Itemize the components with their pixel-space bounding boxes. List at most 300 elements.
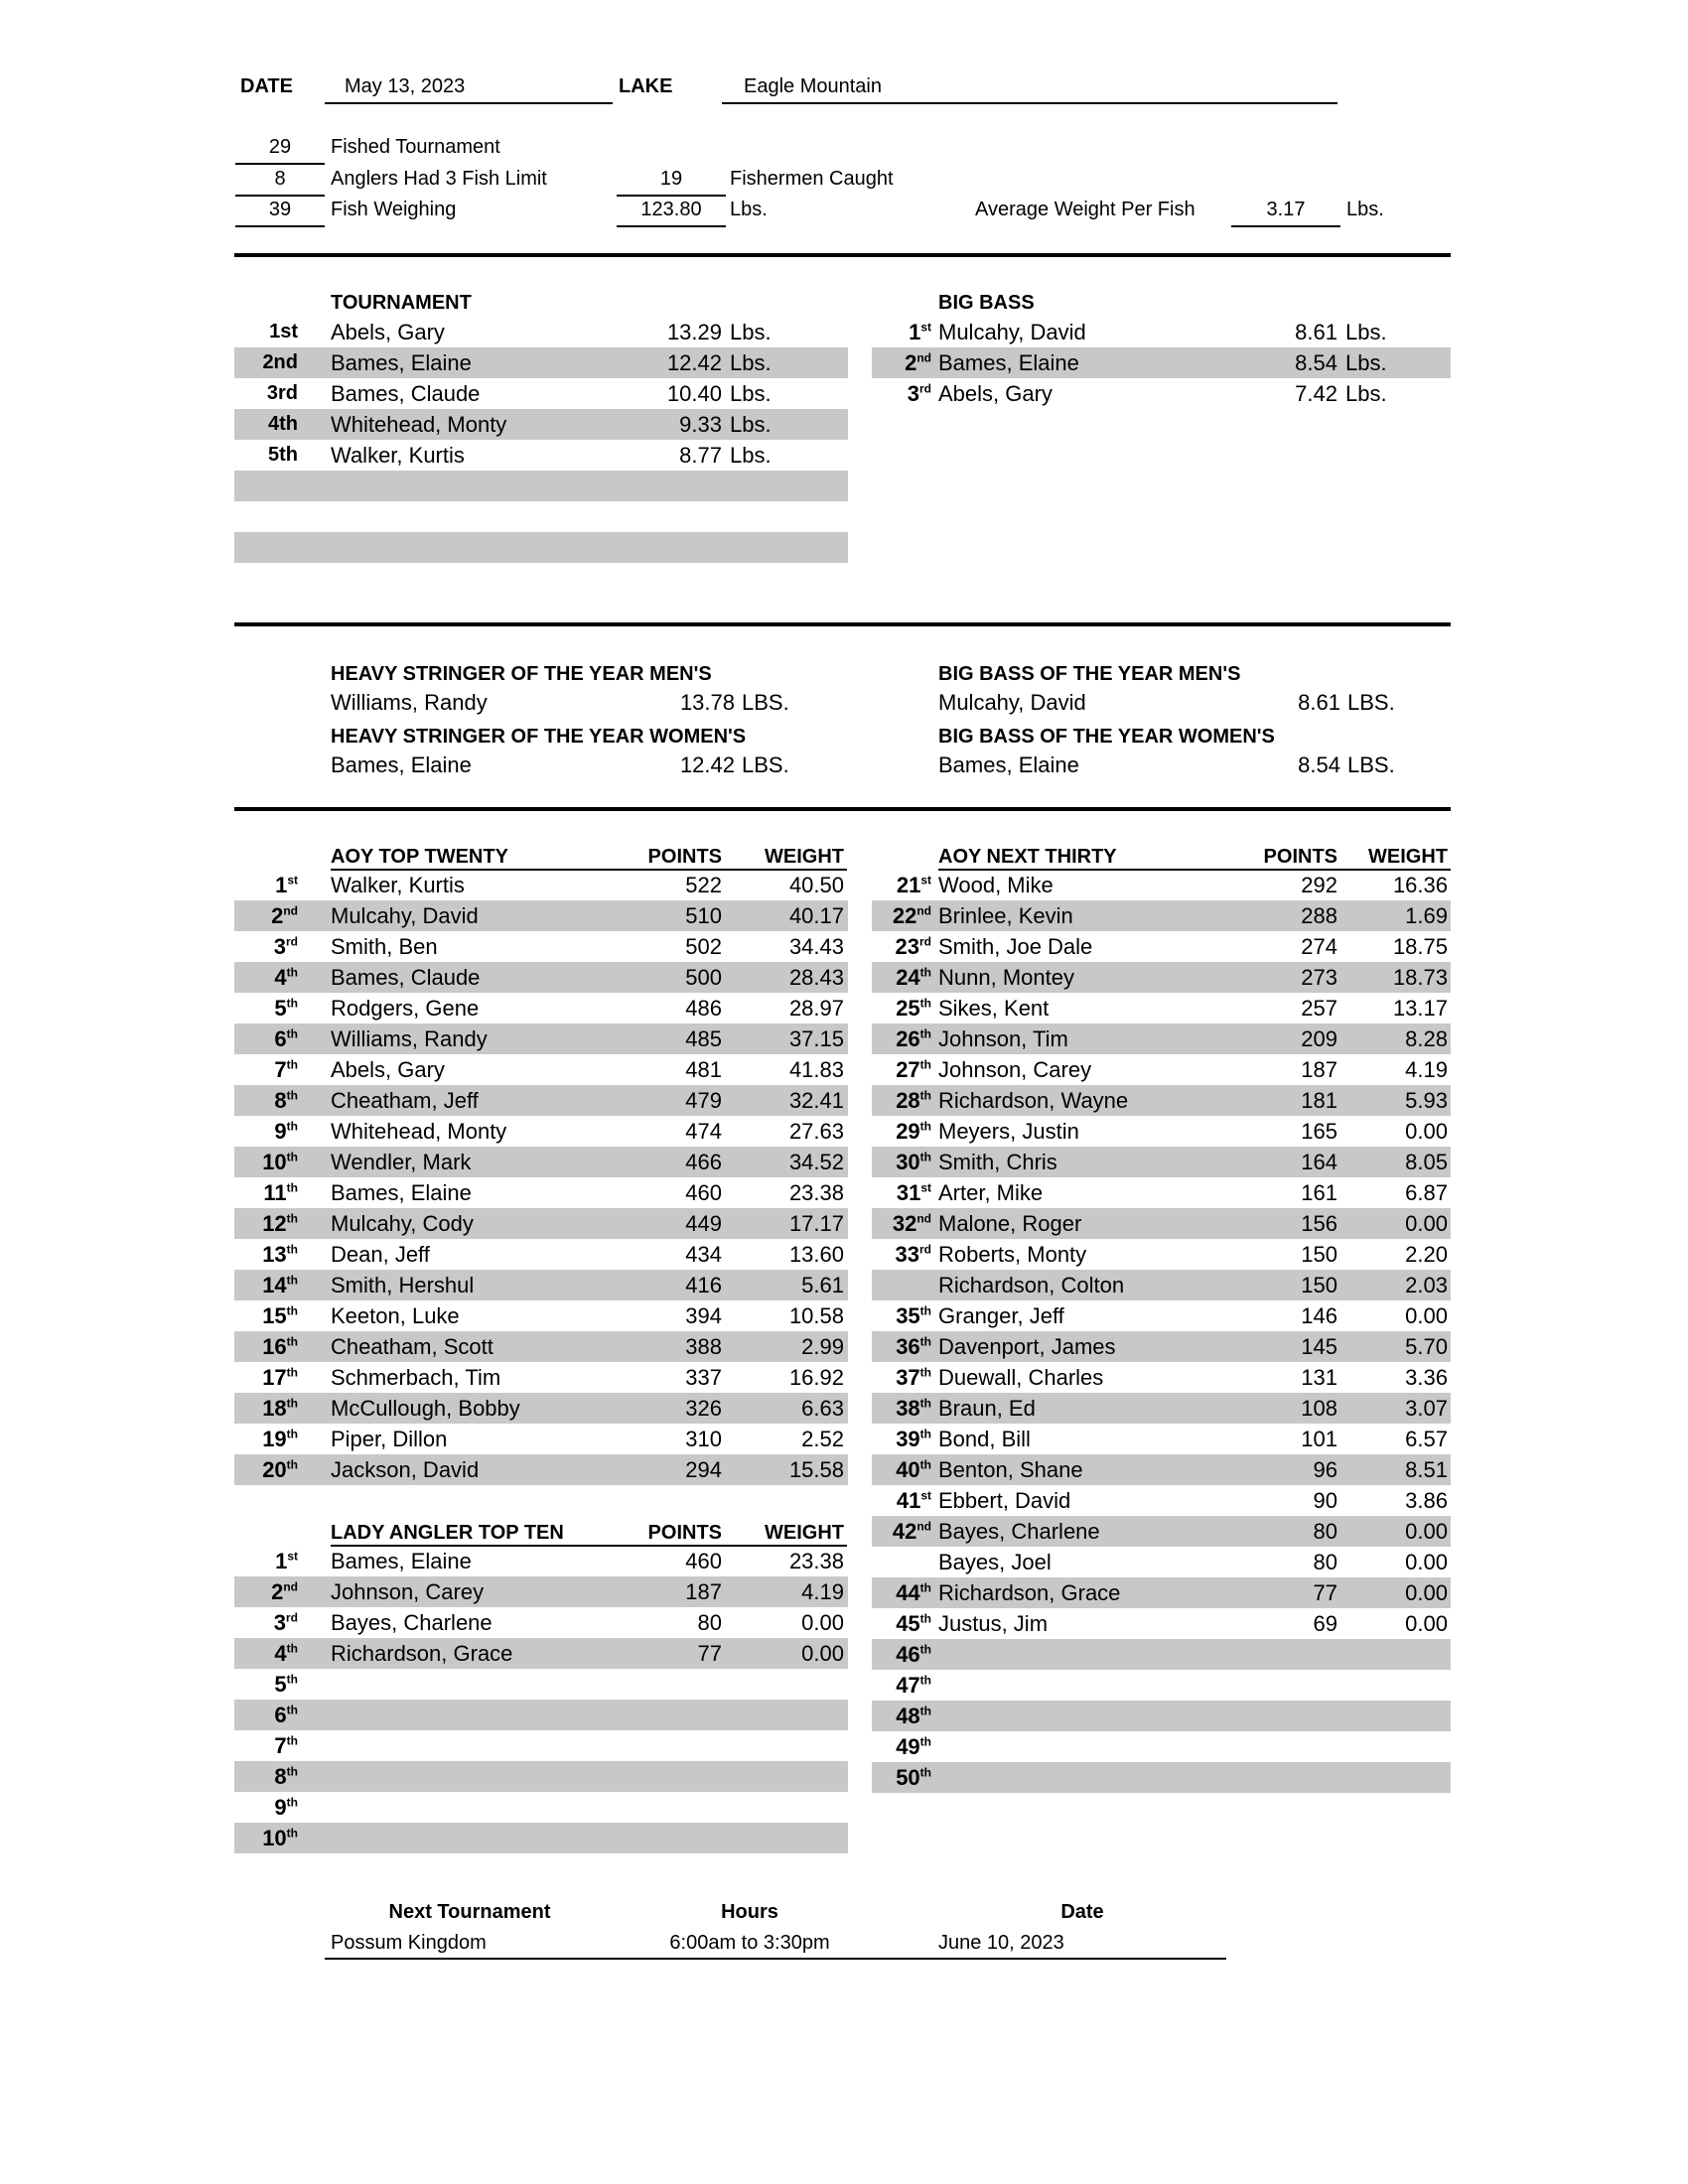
rank-number: 2 xyxy=(905,350,917,375)
total-unit: Lbs. xyxy=(730,199,768,220)
rank-suffix: nd xyxy=(283,903,298,918)
aoy-next-row xyxy=(0,1024,1688,1054)
angler-name: Bames, Elaine xyxy=(331,350,472,375)
rank-suffix: th xyxy=(286,1703,298,1717)
limit-label: Anglers Had 3 Fish Limit xyxy=(331,168,547,190)
rank-suffix: rd xyxy=(919,381,931,396)
weight-cell: 13.60 xyxy=(788,1242,844,1267)
weight-cell: 5.93 xyxy=(1405,1088,1448,1113)
rank-cell xyxy=(872,1300,931,1331)
points-cell: 474 xyxy=(685,1119,722,1144)
weight-cell: 18.73 xyxy=(1392,965,1448,990)
points-cell: 481 xyxy=(685,1057,722,1082)
aoy-next-row xyxy=(0,1177,1688,1208)
rank-number: 33 xyxy=(895,1242,919,1267)
bb-women-name: Bames, Elaine xyxy=(938,752,1079,777)
rank-cell xyxy=(872,317,931,347)
rank-number: 3 xyxy=(273,1610,286,1635)
rank-number: 25 xyxy=(896,996,920,1021)
weight-cell: 8.61 xyxy=(1295,320,1337,344)
rank-number: 11 xyxy=(263,1180,287,1205)
rank-number: 4 xyxy=(274,965,287,990)
rank-suffix: nd xyxy=(916,1519,931,1534)
lady-row xyxy=(0,1700,1688,1730)
rank-suffix: th xyxy=(286,1273,298,1288)
angler-name: Bayes, Charlene xyxy=(331,1610,492,1635)
rank-cell xyxy=(872,1208,931,1239)
rank-cell xyxy=(872,1331,931,1362)
aoy-top-points-header: POINTS xyxy=(647,846,722,868)
rank-suffix: th xyxy=(919,1365,931,1380)
rank-suffix: th xyxy=(919,1150,931,1164)
rank-cell xyxy=(872,1024,931,1054)
weight-cell: 6.57 xyxy=(1405,1427,1448,1451)
aoy-next-row xyxy=(0,1393,1688,1424)
weight-cell: 0.00 xyxy=(1405,1580,1448,1605)
angler-name: Johnson, Carey xyxy=(331,1579,485,1604)
rank-suffix: th xyxy=(286,1026,298,1041)
aoy-next-row xyxy=(0,900,1688,931)
rank-number: 5 xyxy=(274,1672,287,1697)
limit-count: 8 xyxy=(235,164,325,197)
rank-suffix: th xyxy=(919,1765,931,1780)
weight-cell: 6.87 xyxy=(1405,1180,1448,1205)
rank-number: 12 xyxy=(262,1211,287,1236)
rank-suffix: th xyxy=(919,1396,931,1411)
lady-row xyxy=(0,1761,1688,1792)
lady-points-header: POINTS xyxy=(647,1522,722,1544)
lake-value: Eagle Mountain xyxy=(722,71,1337,104)
big-bass-row xyxy=(0,378,1688,409)
unit-cell: Lbs. xyxy=(730,412,772,437)
caught-label: Fishermen Caught xyxy=(730,168,894,190)
rank-suffix: th xyxy=(286,1057,298,1072)
weight-cell: 2.52 xyxy=(801,1427,844,1451)
weight-cell: 5.61 xyxy=(801,1273,844,1297)
weight-cell: 0.00 xyxy=(801,1610,844,1635)
points-cell: 274 xyxy=(1301,934,1337,959)
rank-number: 27 xyxy=(896,1057,920,1082)
points-cell: 466 xyxy=(685,1150,722,1174)
rank-number: 39 xyxy=(896,1427,920,1451)
angler-name: Abels, Gary xyxy=(938,381,1053,406)
rank-suffix: th xyxy=(286,1795,298,1810)
aoy-next-points-header: POINTS xyxy=(1263,846,1337,868)
weight-cell: 28.97 xyxy=(788,996,844,1021)
bb-men-title: BIG BASS OF THE YEAR MEN'S xyxy=(938,663,1241,685)
weight-cell: 16.36 xyxy=(1392,873,1448,897)
weight-cell: 7.42 xyxy=(1295,381,1337,406)
aoy-next-row xyxy=(0,993,1688,1024)
rank-cell xyxy=(872,1085,931,1116)
angler-name: Piper, Dillon xyxy=(331,1427,448,1451)
rank-suffix: th xyxy=(919,1457,931,1472)
weight-cell: 0.00 xyxy=(1405,1211,1448,1236)
rank-suffix: st xyxy=(920,1180,931,1195)
rank-number: 8 xyxy=(274,1764,287,1789)
weight-cell: 12.42 xyxy=(666,350,722,375)
aoy-next-row xyxy=(0,1116,1688,1147)
aoy-top-weight-header: WEIGHT xyxy=(765,846,844,868)
rank-number: 7 xyxy=(274,1733,287,1758)
weight-cell: 13.17 xyxy=(1392,996,1448,1021)
angler-name: Wendler, Mark xyxy=(331,1150,472,1174)
divider xyxy=(234,253,1451,257)
rank-number: 14 xyxy=(262,1273,287,1297)
rank-suffix: th xyxy=(919,1088,931,1103)
angler-name: Mulcahy, David xyxy=(938,320,1086,344)
points-cell: 77 xyxy=(1313,1580,1337,1605)
rank-number: 6 xyxy=(274,1703,287,1727)
fished-label: Fished Tournament xyxy=(331,136,500,158)
rank-number: 40 xyxy=(896,1457,920,1482)
next-tournament-value: Possum Kingdom xyxy=(331,1932,487,1954)
rank-suffix: nd xyxy=(916,903,931,918)
hs-men-unit: LBS. xyxy=(742,690,789,715)
aoy-next-row xyxy=(0,962,1688,993)
avg-value: 3.17 xyxy=(1231,195,1340,227)
points-cell: 460 xyxy=(685,1549,722,1573)
rank-cell xyxy=(872,870,931,900)
weight-cell: 4.19 xyxy=(1405,1057,1448,1082)
rank-cell xyxy=(872,962,931,993)
rank-cell xyxy=(234,1730,298,1761)
rank-number: 45 xyxy=(896,1611,920,1636)
points-cell: 310 xyxy=(685,1427,722,1451)
lady-row xyxy=(0,1823,1688,1853)
weight-cell: 1.69 xyxy=(1405,903,1448,928)
rank-number: 18 xyxy=(262,1396,287,1421)
lady-row xyxy=(0,1607,1688,1638)
weight-cell: 6.63 xyxy=(801,1396,844,1421)
rank-number: 24 xyxy=(896,965,920,990)
bb-men-name: Mulcahy, David xyxy=(938,690,1086,715)
rank-suffix: th xyxy=(286,1672,298,1687)
avg-unit: Lbs. xyxy=(1346,199,1384,220)
big-bass-row xyxy=(0,317,1688,347)
rank-cell xyxy=(872,931,931,962)
rank-number: 46 xyxy=(896,1642,920,1667)
angler-name: Wood, Mike xyxy=(938,873,1054,897)
rank-cell xyxy=(872,1485,931,1516)
points-cell: 77 xyxy=(697,1641,722,1666)
angler-name: Justus, Jim xyxy=(938,1611,1049,1636)
tournament-row xyxy=(0,440,1688,471)
angler-name: Bayes, Charlene xyxy=(938,1519,1100,1544)
fished-count: 29 xyxy=(235,132,325,165)
points-cell: 337 xyxy=(685,1365,722,1390)
weight-cell: 3.36 xyxy=(1405,1365,1448,1390)
hs-men-name: Williams, Randy xyxy=(331,690,488,715)
weight-cell: 15.58 xyxy=(788,1457,844,1482)
avg-label: Average Weight Per Fish xyxy=(975,199,1196,220)
weight-cell: 10.40 xyxy=(666,381,722,406)
weight-cell: 17.17 xyxy=(788,1211,844,1236)
rank-number: 21 xyxy=(896,873,921,897)
unit-cell: Lbs. xyxy=(730,350,772,375)
points-cell: 80 xyxy=(1313,1519,1337,1544)
weight-cell: 2.03 xyxy=(1405,1273,1448,1297)
bb-women-weight: 8.54 xyxy=(1298,752,1340,777)
points-cell: 485 xyxy=(685,1026,722,1051)
rank-cell: 3rd xyxy=(266,382,298,404)
rank-suffix: rd xyxy=(286,934,298,949)
rank-number: 4 xyxy=(274,1641,287,1666)
angler-name: Whitehead, Monty xyxy=(331,1119,507,1144)
rank-suffix: th xyxy=(286,1303,298,1318)
angler-name: Dean, Jeff xyxy=(331,1242,430,1267)
angler-name: Cheatham, Scott xyxy=(331,1334,493,1359)
angler-name: Walker, Kurtis xyxy=(331,443,465,468)
lady-row xyxy=(0,1792,1688,1823)
angler-name: Johnson, Tim xyxy=(938,1026,1068,1051)
lady-title: LADY ANGLER TOP TEN xyxy=(331,1522,564,1544)
date-label: DATE xyxy=(240,75,293,97)
aoy-next-row xyxy=(0,1424,1688,1454)
angler-name: Malone, Roger xyxy=(938,1211,1082,1236)
angler-name: Mulcahy, David xyxy=(331,903,479,928)
weight-cell: 0.00 xyxy=(1405,1303,1448,1328)
points-cell: 510 xyxy=(685,903,722,928)
lady-row xyxy=(0,1730,1688,1761)
next-date-label: Date xyxy=(1060,1901,1104,1923)
weight-cell: 4.19 xyxy=(801,1579,844,1604)
rank-suffix: nd xyxy=(283,1579,298,1594)
rank-cell xyxy=(234,1823,298,1853)
rank-cell xyxy=(872,347,931,378)
points-cell: 101 xyxy=(1301,1427,1337,1451)
weight-cell: 40.17 xyxy=(788,903,844,928)
rank-number: 47 xyxy=(896,1673,920,1698)
bb-women-title: BIG BASS OF THE YEAR WOMEN'S xyxy=(938,726,1275,748)
angler-name: Rodgers, Gene xyxy=(331,996,480,1021)
angler-name: Bames, Elaine xyxy=(938,350,1079,375)
rank-suffix: th xyxy=(919,1303,931,1318)
rank-number: 41 xyxy=(896,1488,921,1513)
rank-suffix: th xyxy=(919,1642,931,1657)
aoy-next-weight-header: WEIGHT xyxy=(1368,846,1448,868)
angler-name: Richardson, Colton xyxy=(938,1273,1125,1297)
points-cell: 165 xyxy=(1301,1119,1337,1144)
rank-number: 23 xyxy=(895,934,919,959)
aoy-next-row xyxy=(0,1300,1688,1331)
next-hours-label: Hours xyxy=(721,1901,778,1923)
rank-cell xyxy=(234,1546,298,1576)
weight-cell: 3.86 xyxy=(1405,1488,1448,1513)
rank-number: 15 xyxy=(262,1303,287,1328)
weight-cell: 8.28 xyxy=(1405,1026,1448,1051)
rank-number: 2 xyxy=(271,1579,284,1604)
points-cell: 90 xyxy=(1313,1488,1337,1513)
rank-number: 9 xyxy=(274,1795,287,1820)
unit-cell: Lbs. xyxy=(1345,381,1387,406)
points-cell: 292 xyxy=(1301,873,1337,897)
lady-row xyxy=(0,1546,1688,1576)
angler-name: Smith, Joe Dale xyxy=(938,934,1093,959)
total-weight: 123.80 xyxy=(617,195,726,227)
rank-cell xyxy=(234,1700,298,1730)
angler-name: Bayes, Joel xyxy=(938,1550,1052,1574)
rank-number: 48 xyxy=(896,1704,920,1728)
aoy-next-row xyxy=(0,1362,1688,1393)
points-cell: 150 xyxy=(1301,1273,1337,1297)
weight-cell: 5.70 xyxy=(1405,1334,1448,1359)
rank-number: 49 xyxy=(896,1734,920,1759)
rank-cell: 4th xyxy=(268,413,298,435)
rank-suffix: th xyxy=(286,1365,298,1380)
rank-cell xyxy=(872,1454,931,1485)
rank-number: 1 xyxy=(275,1549,288,1573)
weight-cell: 28.43 xyxy=(788,965,844,990)
aoy-next-row xyxy=(0,1239,1688,1270)
rank-number: 1 xyxy=(275,873,288,897)
rank-number: 36 xyxy=(896,1334,920,1359)
rank-number: 13 xyxy=(262,1242,287,1267)
rank-number: 6 xyxy=(274,1026,287,1051)
rank-cell xyxy=(234,1792,298,1823)
rank-suffix: st xyxy=(287,873,298,887)
rank-cell xyxy=(872,993,931,1024)
bb-women-unit: LBS. xyxy=(1347,752,1395,777)
rank-suffix: th xyxy=(286,1641,298,1656)
caught-count: 19 xyxy=(617,164,726,197)
rank-suffix: nd xyxy=(916,350,931,365)
angler-name: Ebbert, David xyxy=(938,1488,1071,1513)
rank-suffix: th xyxy=(919,1119,931,1134)
angler-name: Smith, Chris xyxy=(938,1150,1057,1174)
rank-number: 3 xyxy=(907,381,919,406)
rank-suffix: th xyxy=(286,1457,298,1472)
next-tournament-label: Next Tournament xyxy=(388,1901,551,1923)
points-cell: 187 xyxy=(685,1579,722,1604)
rank-number: 5 xyxy=(274,996,287,1021)
angler-name: Roberts, Monty xyxy=(938,1242,1087,1267)
rank-suffix: th xyxy=(286,1826,298,1841)
angler-name: Richardson, Wayne xyxy=(938,1088,1129,1113)
aoy-next-row xyxy=(0,1085,1688,1116)
rank-suffix: st xyxy=(920,1488,931,1503)
points-cell: 131 xyxy=(1301,1365,1337,1390)
rank-cell xyxy=(234,1761,298,1792)
rank-suffix: th xyxy=(919,1334,931,1349)
aoy-next-row xyxy=(0,1516,1688,1547)
rank-cell xyxy=(872,1177,931,1208)
angler-name: Sikes, Kent xyxy=(938,996,1050,1021)
points-cell: 434 xyxy=(685,1242,722,1267)
points-cell: 209 xyxy=(1301,1026,1337,1051)
weight-cell: 40.50 xyxy=(788,873,844,897)
rank-suffix: th xyxy=(286,1427,298,1441)
rank-cell xyxy=(234,1669,298,1700)
points-cell: 388 xyxy=(685,1334,722,1359)
rank-suffix: nd xyxy=(916,1211,931,1226)
weight-cell: 16.92 xyxy=(788,1365,844,1390)
rank-cell xyxy=(872,378,931,409)
aoy-top-title: AOY TOP TWENTY xyxy=(331,846,508,868)
angler-name: Williams, Randy xyxy=(331,1026,488,1051)
aoy-next-row xyxy=(0,931,1688,962)
rank-suffix: th xyxy=(286,1180,298,1195)
rank-number: 30 xyxy=(896,1150,920,1174)
weight-cell: 8.05 xyxy=(1405,1150,1448,1174)
rank-suffix: th xyxy=(919,1057,931,1072)
rank-suffix: th xyxy=(286,1088,298,1103)
rank-suffix: th xyxy=(286,1334,298,1349)
angler-name: Abels, Gary xyxy=(331,320,445,344)
angler-name: Bames, Elaine xyxy=(331,1549,472,1573)
rank-number: 19 xyxy=(262,1427,287,1451)
row-band xyxy=(234,532,848,563)
rank-number: 16 xyxy=(262,1334,287,1359)
rank-number: 9 xyxy=(274,1119,287,1144)
rank-number: 50 xyxy=(896,1765,920,1790)
aoy-next-row xyxy=(0,1054,1688,1085)
aoy-next-row xyxy=(0,1454,1688,1485)
points-cell: 164 xyxy=(1301,1150,1337,1174)
rank-cell xyxy=(872,1516,931,1547)
points-cell: 108 xyxy=(1301,1396,1337,1421)
hs-men-weight: 13.78 xyxy=(679,690,735,715)
rank-number: 42 xyxy=(892,1519,917,1544)
rank-suffix: th xyxy=(919,1704,931,1718)
rank-cell: 5th xyxy=(268,444,298,466)
points-cell: 416 xyxy=(685,1273,722,1297)
rank-suffix: th xyxy=(919,1611,931,1626)
rank-suffix: rd xyxy=(919,934,931,949)
points-cell: 156 xyxy=(1301,1211,1337,1236)
divider xyxy=(234,807,1451,811)
points-cell: 273 xyxy=(1301,965,1337,990)
angler-name: Meyers, Justin xyxy=(938,1119,1079,1144)
rank-cell: 2nd xyxy=(262,351,298,373)
next-hours-value: 6:00am to 3:30pm xyxy=(669,1932,830,1954)
angler-name: Duewall, Charles xyxy=(938,1365,1104,1390)
weight-cell: 13.29 xyxy=(666,320,722,344)
points-cell: 394 xyxy=(685,1303,722,1328)
rank-cell xyxy=(872,1393,931,1424)
angler-name: Braun, Ed xyxy=(938,1396,1036,1421)
rank-suffix: st xyxy=(920,320,931,335)
points-cell: 257 xyxy=(1301,996,1337,1021)
tournament-title: TOURNAMENT xyxy=(331,292,472,314)
angler-name: Cheatham, Jeff xyxy=(331,1088,479,1113)
points-cell: 479 xyxy=(685,1088,722,1113)
rank-suffix: th xyxy=(286,1396,298,1411)
lady-weight-header: WEIGHT xyxy=(765,1522,844,1544)
angler-name: Johnson, Carey xyxy=(938,1057,1092,1082)
rank-suffix: th xyxy=(919,1580,931,1595)
points-cell: 460 xyxy=(685,1180,722,1205)
row-band xyxy=(234,471,848,501)
angler-name: Mulcahy, Cody xyxy=(331,1211,474,1236)
angler-name: Abels, Gary xyxy=(331,1057,445,1082)
rank-number: 26 xyxy=(896,1026,920,1051)
rank-cell xyxy=(872,1116,931,1147)
rank-number: 1 xyxy=(909,320,921,344)
weight-cell: 34.43 xyxy=(788,934,844,959)
rank-suffix: th xyxy=(286,1211,298,1226)
weight-cell: 8.77 xyxy=(679,443,722,468)
weight-cell: 2.99 xyxy=(801,1334,844,1359)
rank-suffix: th xyxy=(919,1673,931,1688)
hs-women-title: HEAVY STRINGER OF THE YEAR WOMEN'S xyxy=(331,726,747,748)
rank-cell xyxy=(872,900,931,931)
angler-name: Schmerbach, Tim xyxy=(331,1365,501,1390)
angler-name: Nunn, Montey xyxy=(938,965,1074,990)
tournament-row xyxy=(0,409,1688,440)
rank-suffix: th xyxy=(919,996,931,1011)
lady-row xyxy=(0,1669,1688,1700)
